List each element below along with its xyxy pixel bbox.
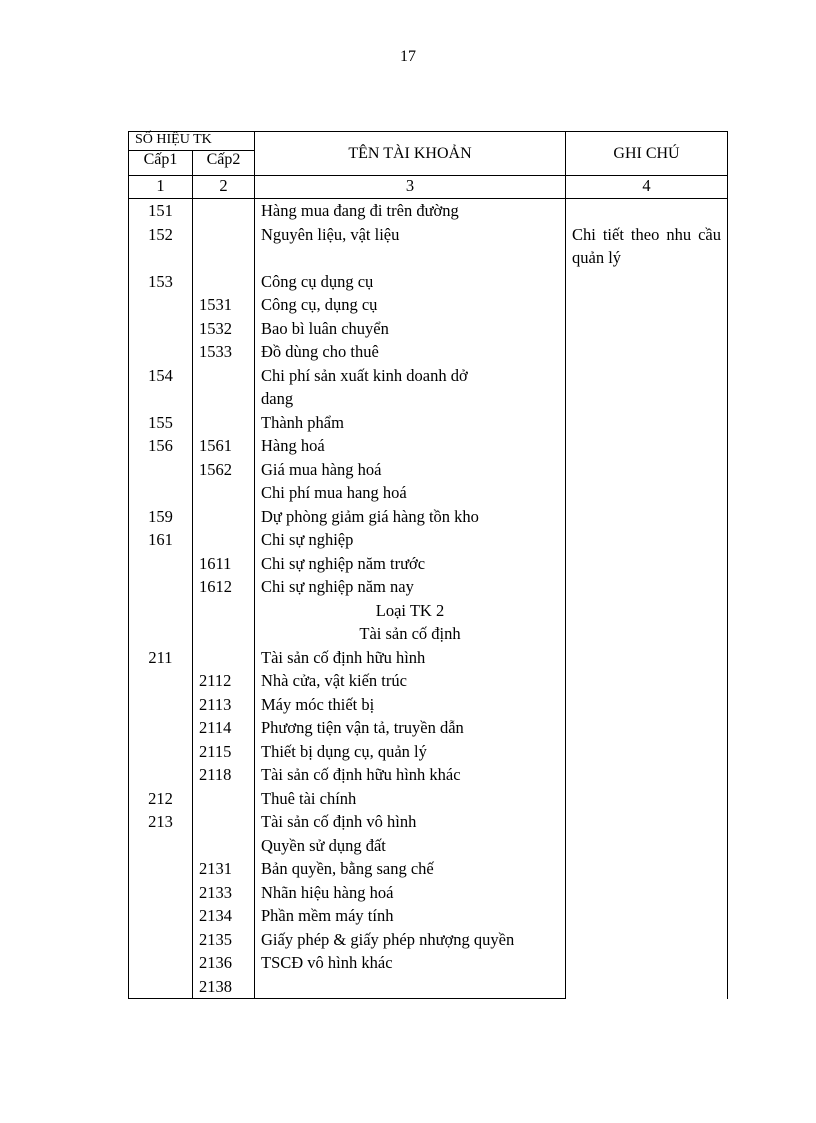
- level2-code: 1533: [193, 340, 255, 364]
- level2-code: 1562: [193, 458, 255, 482]
- level2-code: 2136: [193, 951, 255, 975]
- level2-code: [193, 223, 255, 247]
- account-name: Loại TK 2: [255, 599, 566, 623]
- level1-code: 159: [129, 505, 193, 529]
- note-header: GHI CHÚ: [566, 132, 728, 176]
- level2-code: [193, 246, 255, 270]
- note-cell: [566, 199, 728, 223]
- level1-code: 212: [129, 787, 193, 811]
- level1-code: [129, 740, 193, 764]
- level2-code: 1531: [193, 293, 255, 317]
- account-name: Chi sự nghiệp: [255, 528, 566, 552]
- account-name-header: TÊN TÀI KHOẢN: [255, 132, 566, 176]
- account-name: Thuê tài chính: [255, 787, 566, 811]
- account-name: Hàng mua đang đi trên đường: [255, 199, 566, 223]
- level1-code: 151: [129, 199, 193, 223]
- account-name: Máy móc thiết bị: [255, 693, 566, 717]
- level2-code: [193, 787, 255, 811]
- column-number: 2: [193, 176, 255, 199]
- level1-code: [129, 716, 193, 740]
- account-name: Đồ dùng cho thuê: [255, 340, 566, 364]
- level1-code: [129, 951, 193, 975]
- account-name: [255, 246, 566, 270]
- account-name: Tài sản cố định vô hình: [255, 810, 566, 834]
- account-name: Quyền sử dụng đất: [255, 834, 566, 858]
- level1-code: [129, 552, 193, 576]
- level1-code: [129, 575, 193, 599]
- level2-code: 2112: [193, 669, 255, 693]
- level1-code: [129, 458, 193, 482]
- account-name: Tài sản cố định hữu hình: [255, 646, 566, 670]
- level2-code: 2133: [193, 881, 255, 905]
- level2-code: [193, 387, 255, 411]
- account-name: Dự phòng giảm giá hàng tồn kho: [255, 505, 566, 529]
- level1-code: [129, 599, 193, 623]
- level1-code: [129, 693, 193, 717]
- level2-code: [193, 810, 255, 834]
- account-name: Thành phẩm: [255, 411, 566, 435]
- level2-code: 2114: [193, 716, 255, 740]
- level1-code: 161: [129, 528, 193, 552]
- level1-code: [129, 857, 193, 881]
- level2-code: [193, 270, 255, 294]
- level2-code: [193, 622, 255, 646]
- account-name: Chi sự nghiệp năm nay: [255, 575, 566, 599]
- account-name: Chi phí sản xuất kinh doanh dở: [255, 364, 566, 388]
- account-name: Bao bì luân chuyển: [255, 317, 566, 341]
- level2-code: [193, 528, 255, 552]
- level1-code: 154: [129, 364, 193, 388]
- level2-code: 1532: [193, 317, 255, 341]
- account-name: Nhà cửa, vật kiến trúc: [255, 669, 566, 693]
- account-name: Nguyên liệu, vật liệu: [255, 223, 566, 247]
- level2-code: 1561: [193, 434, 255, 458]
- account-name: Thiết bị dụng cụ, quản lý: [255, 740, 566, 764]
- level1-code: [129, 246, 193, 270]
- account-name: Chi phí mua hang hoá: [255, 481, 566, 505]
- level1-code: 152: [129, 223, 193, 247]
- level2-code: [193, 834, 255, 858]
- level2-code: [193, 199, 255, 223]
- level1-code: [129, 928, 193, 952]
- level1-code: [129, 317, 193, 341]
- column-number: 3: [255, 176, 566, 199]
- account-name: Công cụ dụng cụ: [255, 270, 566, 294]
- level1-code: [129, 340, 193, 364]
- note-detail: Chi tiết theo nhu cầu quản lý: [566, 223, 728, 999]
- account-name: Bản quyền, bằng sang chế: [255, 857, 566, 881]
- level1-code: 153: [129, 270, 193, 294]
- account-code-header: SỐ HIỆU TK: [129, 132, 255, 151]
- account-name: Công cụ, dụng cụ: [255, 293, 566, 317]
- level1-code: [129, 293, 193, 317]
- level1-code: [129, 481, 193, 505]
- account-rows: [129, 199, 728, 999]
- account-name: Giấy phép & giấy phép nhượng quyền: [255, 928, 566, 952]
- level1-code: 156: [129, 434, 193, 458]
- account-name: Giá mua hàng hoá: [255, 458, 566, 482]
- level1-code: [129, 904, 193, 928]
- level1-code: 211: [129, 646, 193, 670]
- level1-header: Cấp1: [129, 151, 193, 176]
- level2-code: [193, 646, 255, 670]
- table-row: [129, 223, 728, 247]
- account-name: Tài sản cố định: [255, 622, 566, 646]
- column-number: 4: [566, 176, 728, 199]
- level1-code: [129, 763, 193, 787]
- level1-code: [129, 387, 193, 411]
- level1-code: [129, 622, 193, 646]
- level2-code: [193, 481, 255, 505]
- level2-code: 2135: [193, 928, 255, 952]
- account-name: Hàng hoá: [255, 434, 566, 458]
- level2-code: [193, 411, 255, 435]
- level1-code: 213: [129, 810, 193, 834]
- level2-code: 2115: [193, 740, 255, 764]
- account-name: dang: [255, 387, 566, 411]
- level1-code: 155: [129, 411, 193, 435]
- page-number: 17: [400, 48, 416, 65]
- account-name: Nhãn hiệu hàng hoá: [255, 881, 566, 905]
- level2-code: 2138: [193, 975, 255, 999]
- level2-code: 1612: [193, 575, 255, 599]
- level2-code: 2118: [193, 763, 255, 787]
- level2-code: [193, 599, 255, 623]
- account-name: TSCĐ vô hình khác: [255, 951, 566, 975]
- level2-code: 1611: [193, 552, 255, 576]
- level2-code: [193, 505, 255, 529]
- level1-code: [129, 834, 193, 858]
- level2-code: 2134: [193, 904, 255, 928]
- level2-code: 2113: [193, 693, 255, 717]
- level1-code: [129, 881, 193, 905]
- chart-of-accounts-table: [128, 131, 728, 999]
- level2-code: 2131: [193, 857, 255, 881]
- account-name: [255, 975, 566, 999]
- level1-code: [129, 975, 193, 999]
- account-name: Phần mềm máy tính: [255, 904, 566, 928]
- table-row: [129, 199, 728, 223]
- column-number: 1: [129, 176, 193, 199]
- account-name: Phương tiện vận tả, truyền dẫn: [255, 716, 566, 740]
- level2-header: Cấp2: [193, 151, 255, 176]
- level2-code: [193, 364, 255, 388]
- account-name: Chi sự nghiệp năm trước: [255, 552, 566, 576]
- account-name: Tài sản cố định hữu hình khác: [255, 763, 566, 787]
- level1-code: [129, 669, 193, 693]
